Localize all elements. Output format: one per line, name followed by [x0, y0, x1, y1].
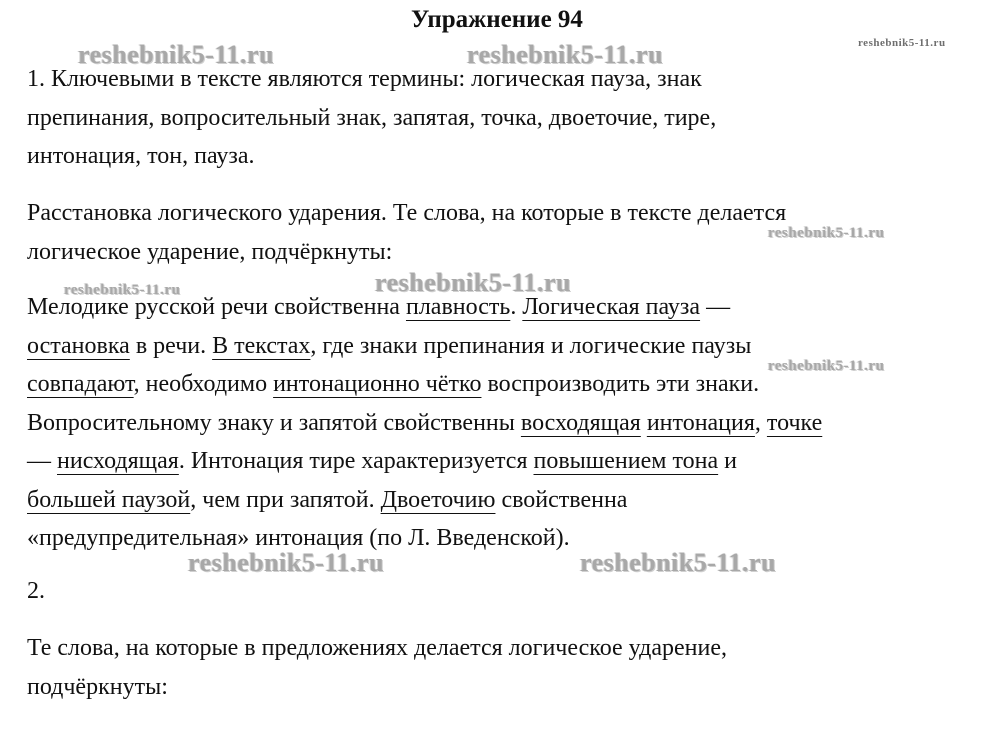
underlined-word: остановка [27, 332, 130, 359]
text-line: интонация, тон, пауза. [27, 143, 255, 169]
text-segment: , чем при запятой. [190, 486, 381, 513]
underlined-word: восходящая [520, 409, 641, 436]
watermark: reshebnik5-11.ru [64, 282, 181, 298]
underlined-word: В текстах [212, 332, 311, 359]
text-line: Те слова, на которые в предложениях делается логическое ударение, [27, 635, 727, 661]
watermark: reshebnik5-11.ru [188, 548, 385, 577]
text-segment: Мелодике русской речи свойственна [27, 294, 406, 320]
text-line: 2. [27, 578, 45, 604]
underlined-word: повышением тона [533, 448, 719, 474]
text-line: подчёркнуты: [27, 673, 168, 700]
text-line: Расстановка логического ударения. Те слова, на которые в тексте делается [27, 200, 787, 226]
text-line [27, 519, 977, 558]
watermark: reshebnik5-11.ru [78, 40, 275, 69]
text-segment: , где знаки препинания и логические паузы [310, 332, 752, 359]
paragraph-logical-stress [27, 194, 977, 271]
underlined-word: плавность [405, 294, 511, 320]
watermark: reshebnik5-11.ru [467, 40, 664, 69]
paragraph-key-terms [27, 60, 977, 176]
paragraph-underlined-text [27, 288, 977, 558]
text-segment: . Интонация тире характеризуется [178, 448, 534, 474]
watermark: reshebnik5-11.ru [768, 225, 885, 241]
text-line [27, 442, 977, 481]
watermark: reshebnik5-11.ru [580, 548, 777, 577]
watermark: reshebnik5-11.ru [768, 358, 885, 374]
text-segment: воспроизводить эти знаки. [481, 371, 760, 397]
text-segment: свойственна [495, 486, 628, 513]
text-line [27, 288, 977, 327]
text-segment: — [700, 294, 731, 320]
text-line [27, 404, 977, 443]
item-number-2 [27, 572, 977, 611]
exercise-title: Упражнение 94 [411, 6, 583, 33]
underlined-word: большей паузой [27, 486, 191, 513]
text-line: 1. Ключевыми в тексте являются термины: логическая пауза, знак [27, 66, 702, 92]
text-line [27, 481, 977, 520]
text-segment: Вопросительному знаку и запятой свойственны [27, 409, 521, 436]
watermark: reshebnik5-11.ru [858, 37, 946, 49]
text-segment: и [718, 448, 737, 474]
paragraph-sentences-stress [27, 629, 977, 706]
text-segment: . [510, 294, 523, 320]
text-line [27, 365, 977, 404]
text-segment: «предупредительная» интонация (по Л. Введенской). [27, 525, 570, 551]
text-line: препинания, вопросительный знак, запятая, точка, двоеточие, тире, [27, 104, 717, 131]
text-line: логическое ударение, подчёркнуты: [27, 238, 393, 265]
underlined-word: Двоеточию [380, 486, 496, 513]
underlined-word: точке [766, 409, 823, 436]
text-segment: , необходимо [133, 371, 274, 397]
underlined-word: совпадают [27, 371, 134, 397]
text-segment: — [27, 448, 57, 474]
text-segment: , [754, 409, 767, 436]
underlined-word: нисходящая [57, 448, 179, 474]
text-segment: в речи. [129, 332, 213, 359]
underlined-word: интонационно чётко [273, 371, 482, 397]
underlined-word: Логическая пауза [522, 294, 701, 320]
underlined-word: интонация [646, 409, 755, 436]
watermark: reshebnik5-11.ru [375, 268, 572, 297]
text-line [27, 327, 977, 366]
